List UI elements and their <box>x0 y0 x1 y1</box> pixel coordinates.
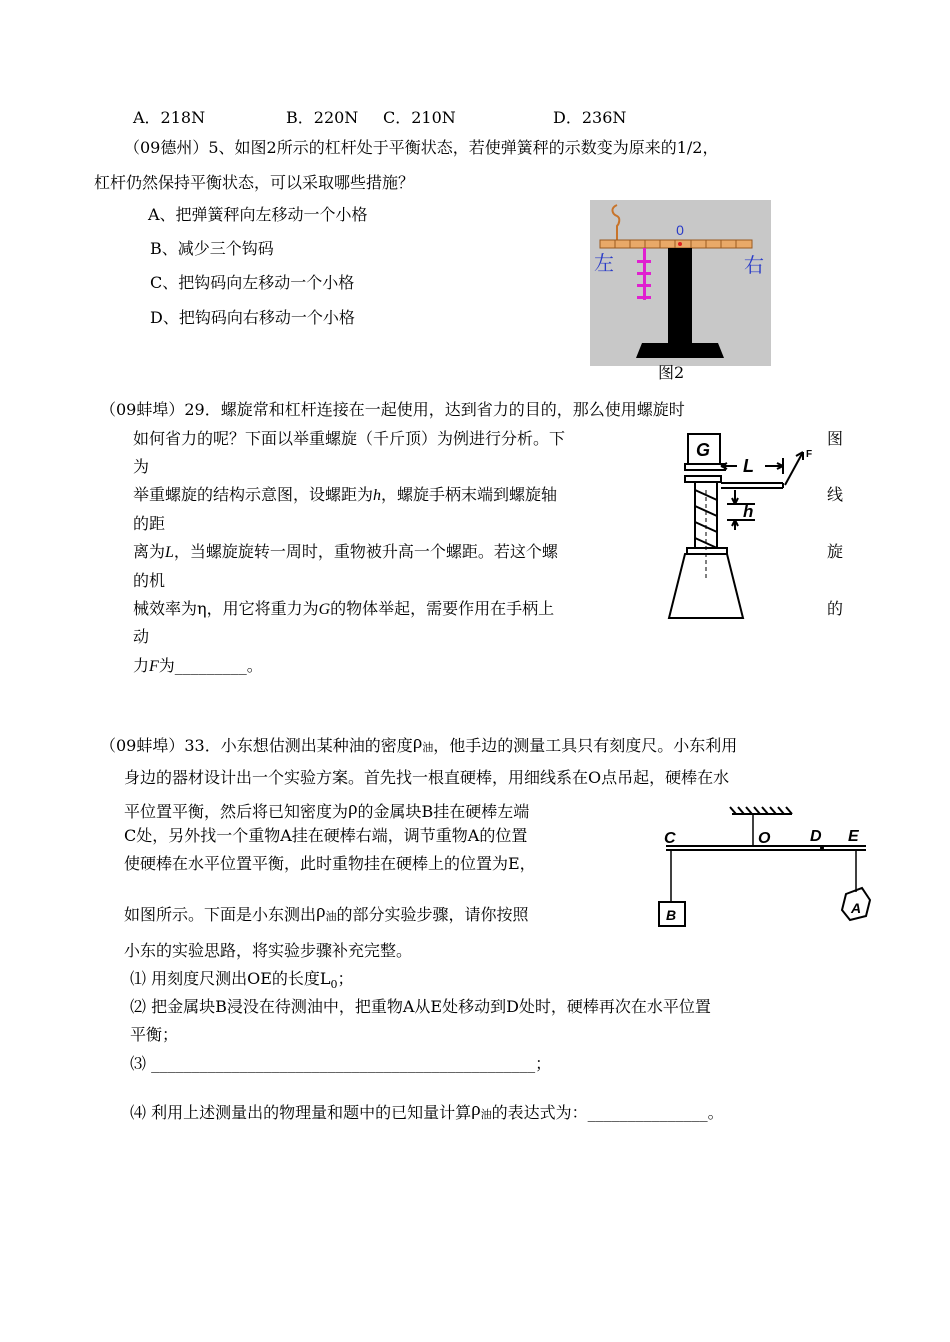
q29-row3-right: 旋 <box>827 542 844 561</box>
q29-row1-wrap: 为 <box>133 457 150 476</box>
rod-label-b: B <box>666 907 677 923</box>
lever-label-o: 0 <box>676 222 684 238</box>
q33-stem-line5: 使硬棒在水平位置平衡，此时重物挂在硬棒上的位置为E， <box>124 854 536 873</box>
q33-stem-line6: 如图所示。下面是小东测出ρ油的部分实验步骤，请你按照 <box>124 901 529 924</box>
screw-label-l: L <box>743 456 754 476</box>
q5-stem-line1: （09德州）5、如图2所示的杠杆处于平衡状态，若使弹簧秤的示数变为原来的1/2， <box>124 138 719 157</box>
q33-step3: ⑶ ________________________________________________； <box>130 1054 552 1073</box>
q29-stem-head: （09蚌埠）29．螺旋常和杠杆连接在一起使用，达到省力的目的，那么使用螺旋时 <box>100 400 685 419</box>
rod-label-e: E <box>848 828 859 845</box>
rod-label-a: A <box>851 900 862 916</box>
prev-option-d: D．236N <box>553 108 627 127</box>
rod-balance-figure <box>652 800 874 932</box>
lever-label-left: 左 <box>594 253 614 275</box>
screw-jack-figure <box>665 430 820 622</box>
screw-label-f: F <box>806 449 813 460</box>
prev-option-a: A．218N <box>133 108 206 127</box>
q29-row2-wrap: 的距 <box>133 514 166 533</box>
q29-row4-wrap: 动 <box>133 627 150 646</box>
q33-step2-line1: ⑵ 把金属块B浸没在待测油中，把重物A从E处移动到D处时，硬棒再次在水平位置 <box>130 997 711 1016</box>
q5-figure-caption: 图2 <box>658 363 685 382</box>
q33-step2-line2: 平衡； <box>130 1025 179 1044</box>
q33-step4: ⑷ 利用上述测量出的物理量和题中的已知量计算ρ油的表达式为：_______________。 <box>130 1099 724 1122</box>
q33-stem-line3: 平位置平衡，然后将已知密度为ρ的金属块B挂在硬棒左端 <box>124 798 530 821</box>
q33-step1: ⑴ 用刻度尺测出OE的长度$L_0$； <box>130 969 354 992</box>
q33-stem-line2: 身边的器材设计出一个实验方案。首先找一根直硬棒，用细线系在O点吊起，硬棒在水 <box>124 768 730 787</box>
screw-label-g: G <box>696 440 711 460</box>
lever-label-right: 右 <box>744 255 764 277</box>
q29-row2-right: 线 <box>827 485 844 504</box>
q5-stem-line2: 杠杆仍然保持平衡状态，可以采取哪些措施？ <box>94 173 415 192</box>
q29-row2-text: 举重螺旋的结构示意图，设螺距为h，螺旋手柄末端到螺旋轴 <box>133 485 558 504</box>
q29-row1-right: 图 <box>827 429 844 448</box>
q33-stem-line7: 小东的实验思路，将实验步骤补充完整。 <box>124 941 413 960</box>
q29-row4-right: 的 <box>827 599 844 618</box>
q29-row3-wrap: 的机 <box>133 571 166 590</box>
q33-stem-line4: C处，另外找一个重物A挂在硬棒右端，调节重物A的位置 <box>124 826 528 845</box>
q29-row1-text: 如何省力的呢？下面以举重螺旋（千斤顶）为例进行分析。下 <box>133 429 566 448</box>
prev-option-b: B．220N <box>286 108 359 127</box>
q29-row4-text: 械效率为η，用它将重力为G的物体举起，需要作用在手柄上 <box>133 599 555 618</box>
rod-label-c: C <box>664 830 676 847</box>
rod-label-o: O <box>758 830 771 847</box>
q33-stem-line1: （09蚌埠）33．小东想估测出某种油的密度ρ油，他手边的测量工具只有刻度尺。小东利用 <box>100 732 738 755</box>
q5-option-a: A、把弹簧秤向左移动一个小格 <box>148 205 368 224</box>
q29-answer-line: 力F为_________。 <box>133 656 263 675</box>
q5-option-c: C、把钩码向左移动一个小格 <box>150 273 355 292</box>
q5-option-d: D、把钩码向右移动一个小格 <box>150 308 355 327</box>
screw-label-h: h <box>743 502 754 521</box>
rod-label-d: D <box>810 828 822 845</box>
lever-figure <box>590 200 771 366</box>
q5-option-b: B、减少三个钩码 <box>150 239 274 258</box>
q29-row3-text: 离为L，当螺旋旋转一周时，重物被升高一个螺距。若这个螺 <box>133 542 558 561</box>
prev-option-c: C．210N <box>383 108 456 127</box>
